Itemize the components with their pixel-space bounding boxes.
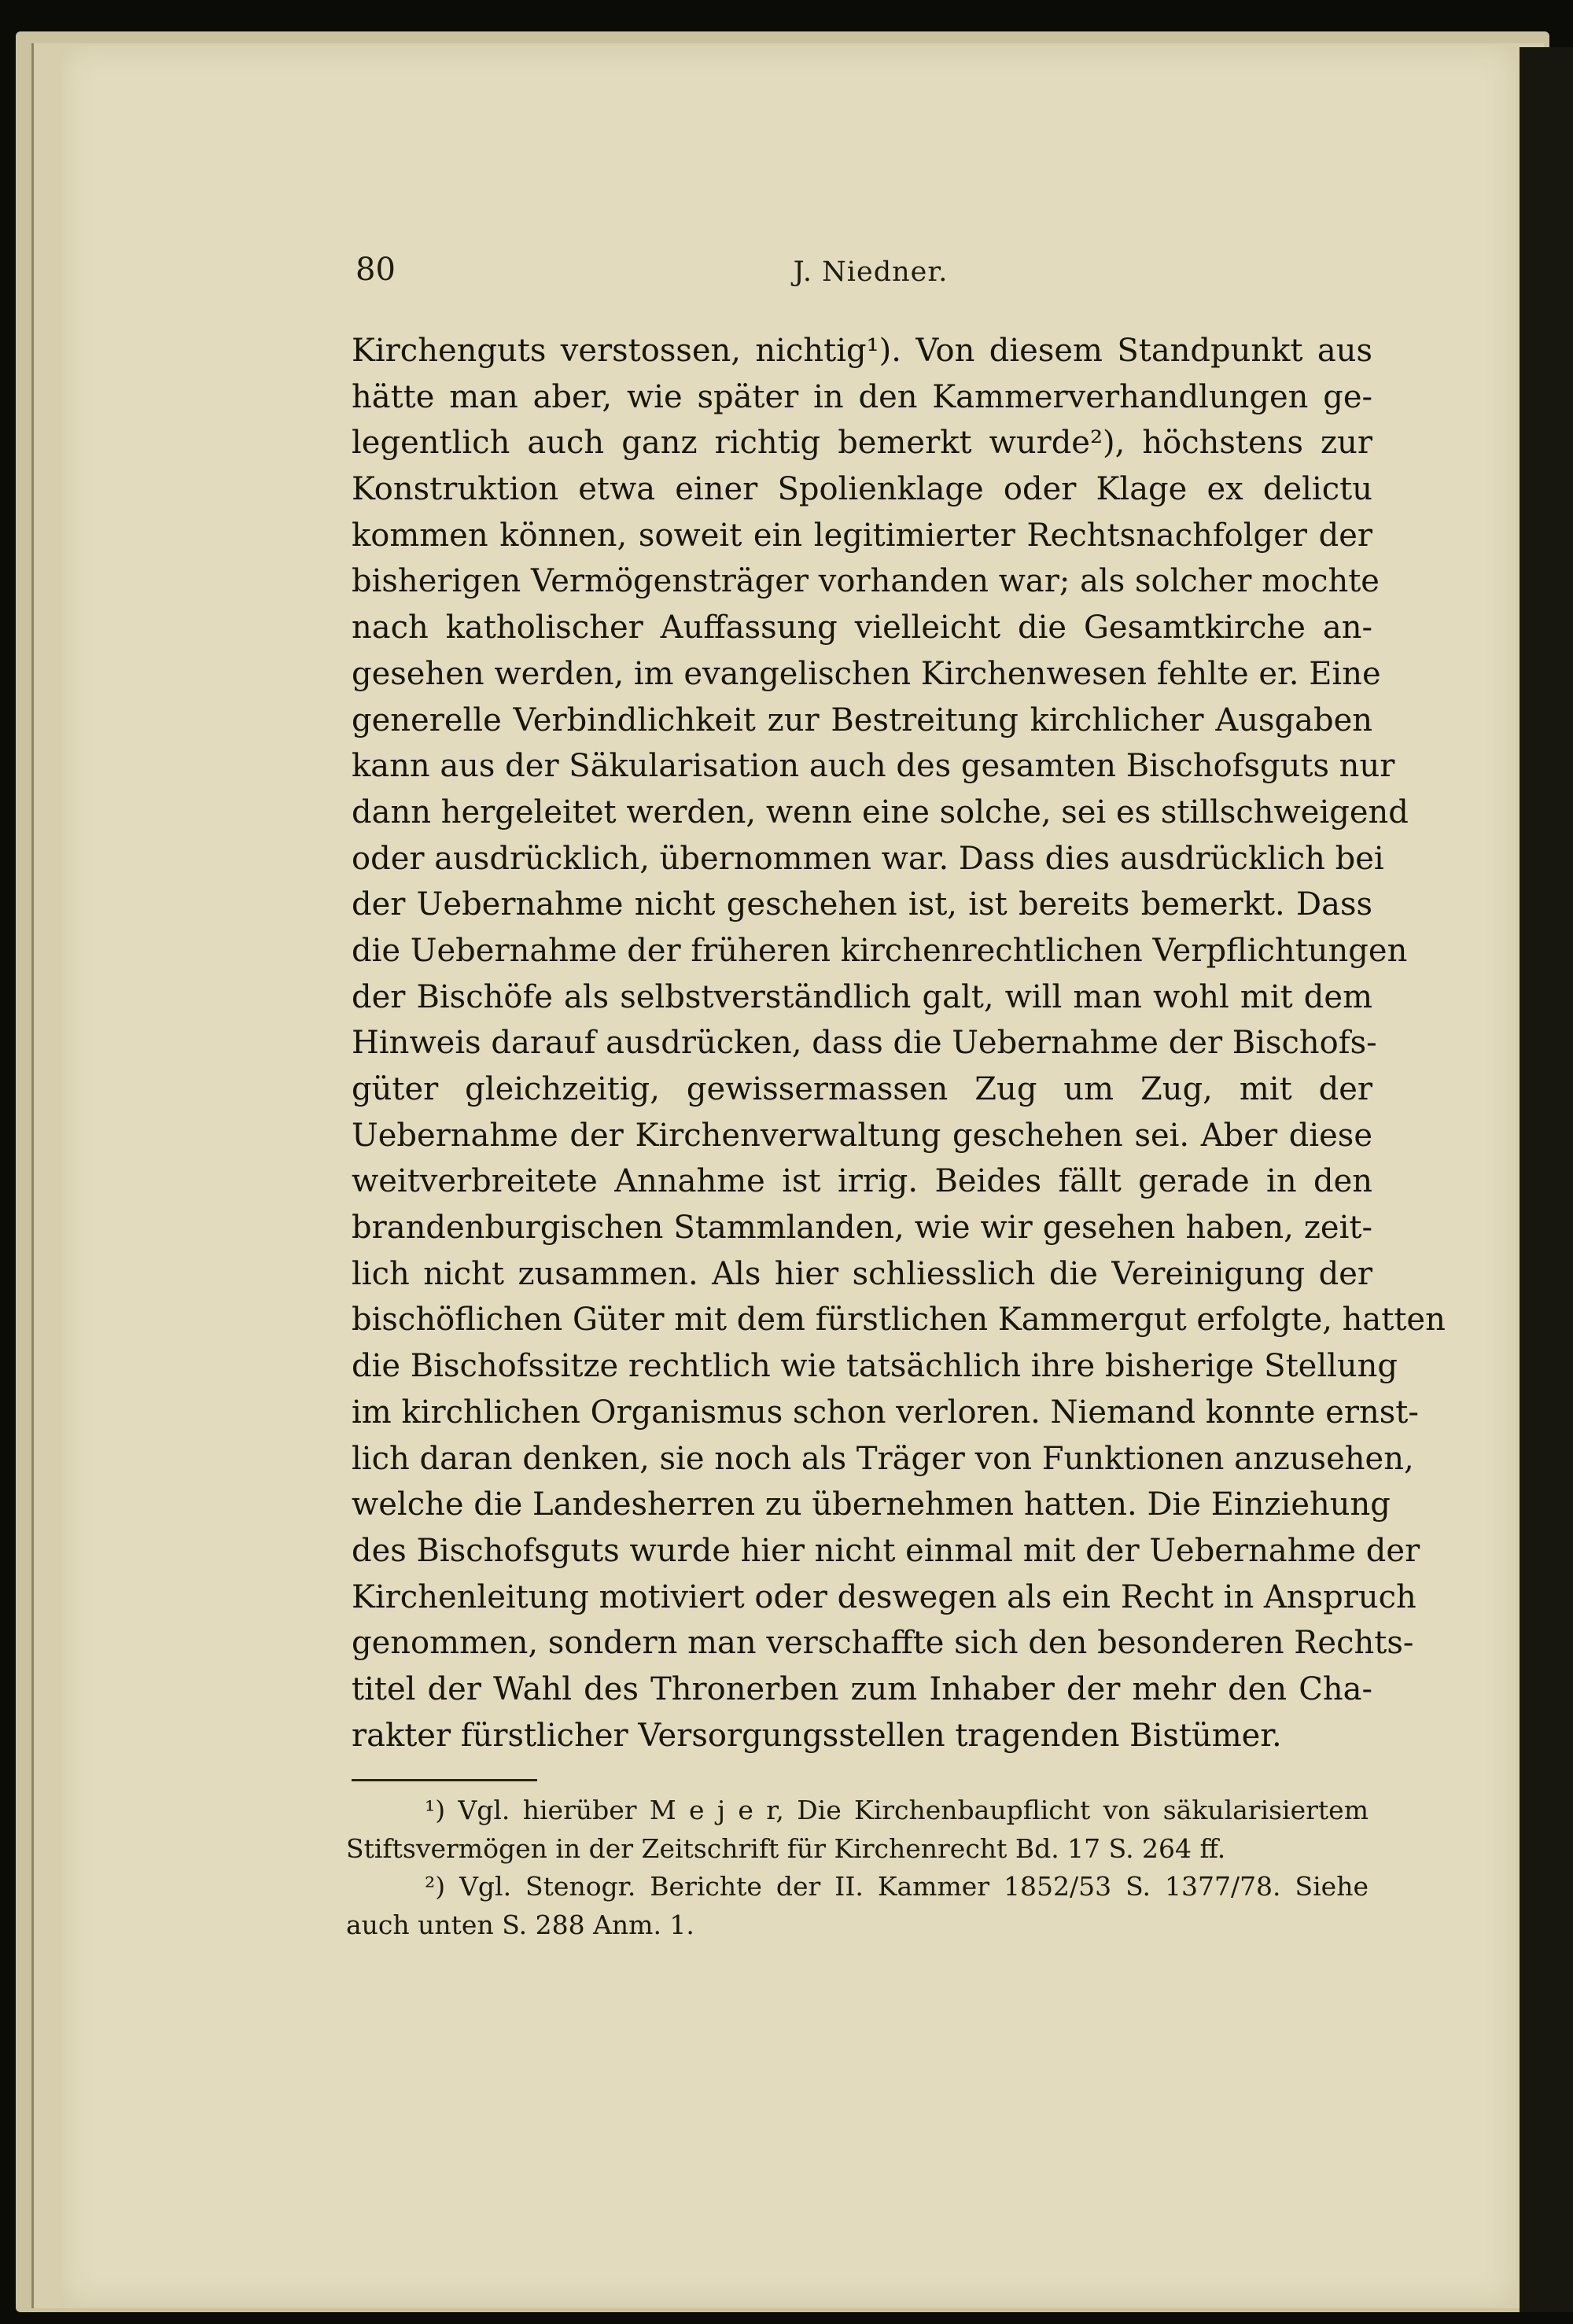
- body-line: welche die Landesherren zu übernehmen hatten. Die Einziehung: [352, 1486, 1391, 1523]
- body-line: dann hergeleitet werden, wenn eine solche, sei es stillschweigend: [352, 794, 1409, 831]
- body-line: Hinweis darauf ausdrücken, dass die Uebernahme der Bischofs-: [352, 1025, 1377, 1062]
- body-line: bisherigen Vermögensträger vorhanden war; als solcher mochte: [352, 563, 1380, 600]
- body-line: des Bischofsguts wurde hier nicht einmal mit der Uebernahme der: [352, 1532, 1420, 1569]
- body-line: brandenburgischen Stammlanden, wie wir gesehen haben, zeit-: [352, 1210, 1372, 1247]
- body-line: Kirchenleitung motiviert oder deswegen als ein Recht in Anspruch: [352, 1578, 1416, 1615]
- footnote-separator: [352, 1779, 537, 1781]
- body-line: rakter fürstlicher Versorgungsstellen tragenden Bistümer.: [352, 1717, 1282, 1754]
- page-header: [355, 252, 1386, 299]
- body-line: kommen können, soweit ein legitimierter Rechtsnachfolger der: [352, 517, 1372, 554]
- body-line: kann aus der Säkularisation auch des gesamten Bischofsguts nur: [352, 748, 1395, 785]
- body-line: die Uebernahme der früheren kirchenrechtlichen Verpflichtungen: [352, 932, 1408, 969]
- body-line: weitverbreitete Annahme ist irrig. Beides fällt gerade in den: [352, 1163, 1372, 1200]
- footnote-1-line: Stiftsvermögen in der Zeitschrift für Kirchenrecht Bd. 17 S. 264 ff.: [346, 1832, 1226, 1864]
- footnote-1-line: ¹) Vgl. hierüber M e j e r, Die Kirchenbaupflicht von säkularisiertem: [425, 1795, 1369, 1825]
- body-line: Uebernahme der Kirchenverwaltung geschehen sei. Aber diese: [352, 1117, 1372, 1154]
- footnote-2-line: auch unten S. 288 Anm. 1.: [346, 1909, 694, 1940]
- body-line: güter gleichzeitig, gewissermassen Zug um Zug, mit der: [352, 1071, 1372, 1107]
- footnote-2-line: ²) Vgl. Stenogr. Berichte der II. Kammer 1852/53 S. 1377/78. Siehe: [425, 1871, 1369, 1902]
- body-line: oder ausdrücklich, übernommen war. Dass dies ausdrücklich bei: [352, 840, 1384, 877]
- body-line: hätte man aber, wie später in den Kammerverhandlungen ge-: [352, 378, 1372, 415]
- running-head: J. Niedner.: [793, 256, 949, 288]
- body-text: [352, 328, 1446, 1759]
- scan-right-edge: [1520, 47, 1573, 2312]
- body-line: Kirchenguts verstossen, nichtig¹). Von diesem Standpunkt aus: [352, 333, 1372, 369]
- body-line: der Bischöfe als selbstverständlich galt, will man wohl mit dem: [352, 978, 1372, 1015]
- body-line: nach katholischer Auffassung vielleicht die Gesamtkirche an-: [352, 610, 1372, 646]
- body-line: lich daran denken, sie noch als Träger von Funktionen anzusehen,: [352, 1440, 1414, 1477]
- footnotes: [346, 1792, 1369, 1944]
- body-line: lich nicht zusammen. Als hier schliesslich die Vereinigung der: [352, 1255, 1372, 1292]
- body-line: bischöflichen Güter mit dem fürstlichen Kammergut erfolgte, hatten: [352, 1302, 1446, 1339]
- body-line: im kirchlichen Organismus schon verloren. Niemand konnte ernst-: [352, 1394, 1419, 1431]
- body-line: der Uebernahme nicht geschehen ist, ist bereits bemerkt. Dass: [352, 886, 1372, 923]
- page-number: 80: [355, 252, 396, 288]
- body-line: Konstruktion etwa einer Spolienklage oder Klage ex delictu: [352, 471, 1372, 508]
- body-line: generelle Verbindlichkeit zur Bestreitung kirchlicher Ausgaben: [352, 702, 1372, 738]
- body-line: gesehen werden, im evangelischen Kirchenwesen fehlte er. Eine: [352, 655, 1381, 692]
- body-line: legentlich auch ganz richtig bemerkt wurde²), höchstens zur: [352, 425, 1372, 462]
- body-line: titel der Wahl des Thronerben zum Inhaber der mehr den Cha-: [352, 1670, 1372, 1707]
- body-line: genommen, sondern man verschaffte sich den besonderen Rechts-: [352, 1625, 1414, 1662]
- body-line: die Bischofssitze rechtlich wie tatsächlich ihre bisherige Stellung: [352, 1348, 1398, 1385]
